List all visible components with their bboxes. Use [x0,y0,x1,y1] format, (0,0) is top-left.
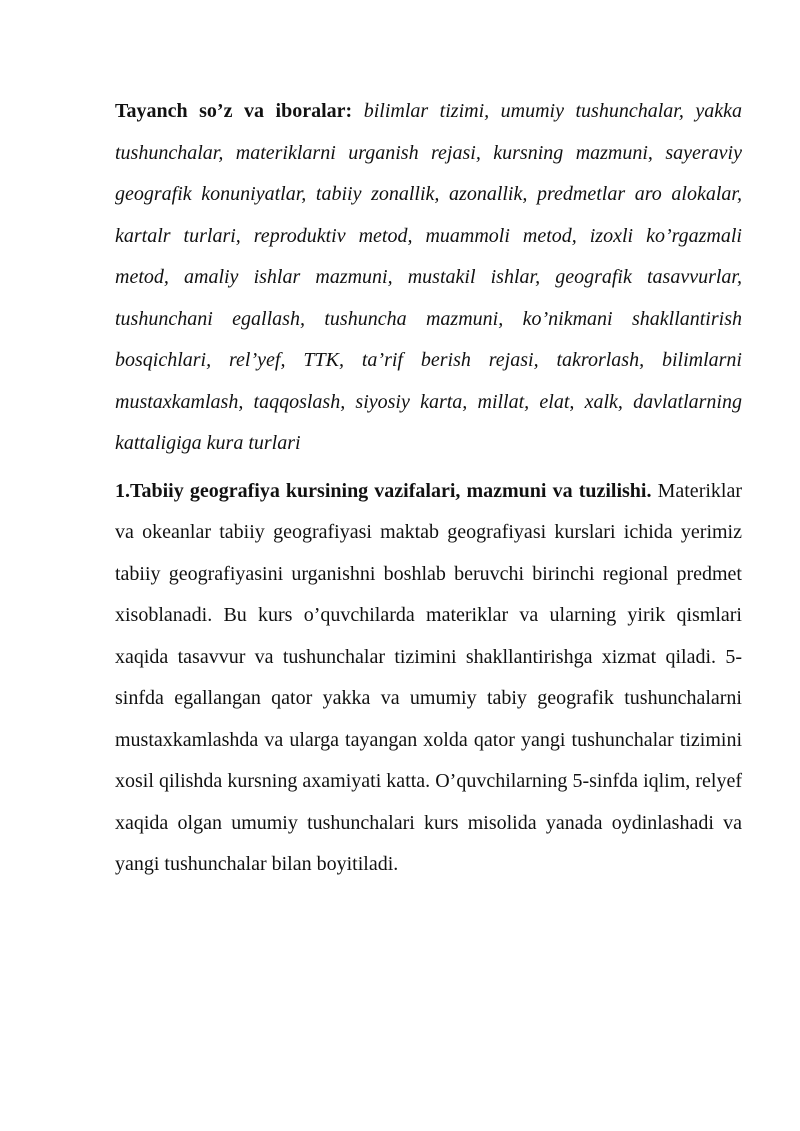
section-1-body: Materiklar va okeanlar tabiiy geografiyasi maktab geografiyasi kurslari ichida yerimiz tabiiy geografiyasini urganishni boshlab beruvchi birinchi regional predmet xisoblanadi. Bu kurs o’quvchilarda materiklar va ularning yirik qismlari xaqida tasavvur va tushunchalar tizimini shakllantirishga xizmat qiladi. 5-sinfda egallangan qator yakka va umumiy tabiy geografik tushunchalarni mustaxkamlashda va ularga tayangan xolda qator yangi tushunchalar tizimini xosil qilishda kursning axamiyati katta. O’quvchilarning 5-sinfda iqlim, relyef xaqida olgan umumiy tushunchalari kurs misolida yanada oydinlashadi va yangi tushunchalar bilan boyitiladi. [115,479,742,875]
section-1-paragraph [115,471,742,886]
keywords-label: Tayanch so’z va iboralar: [115,100,353,122]
keywords-paragraph [115,91,742,465]
section-1-heading: 1.Tabiiy geografiya kursining vazifalari, mazmuni va tuzilishi. [115,479,652,502]
document-page [115,91,742,886]
keywords-list: bilimlar tizimi, umumiy tushunchalar, yakka tushunchalar, materiklarni urganish rejasi, kursning mazmuni, sayeraviy geografik konuniyatlar, tabiiy zonallik, azonallik, predmetlar aro alokalar, kartalr turlari, reproduktiv metod, muammoli metod, izoxli ko’rgazmali metod, amaliy ishlar mazmuni, mustakil ishlar, geografik tasavvurlar, tushunchani egallash, tushuncha mazmuni, ko’nikmani shakllantirish bosqichlari, rel’yef, TTK, ta’rif berish rejasi, takrorlash, bilimlarni mustaxkamlash, taqqoslash, siyosiy karta, millat, elat, xalk, davlatlarning kattaligiga kura turlari [115,100,742,454]
